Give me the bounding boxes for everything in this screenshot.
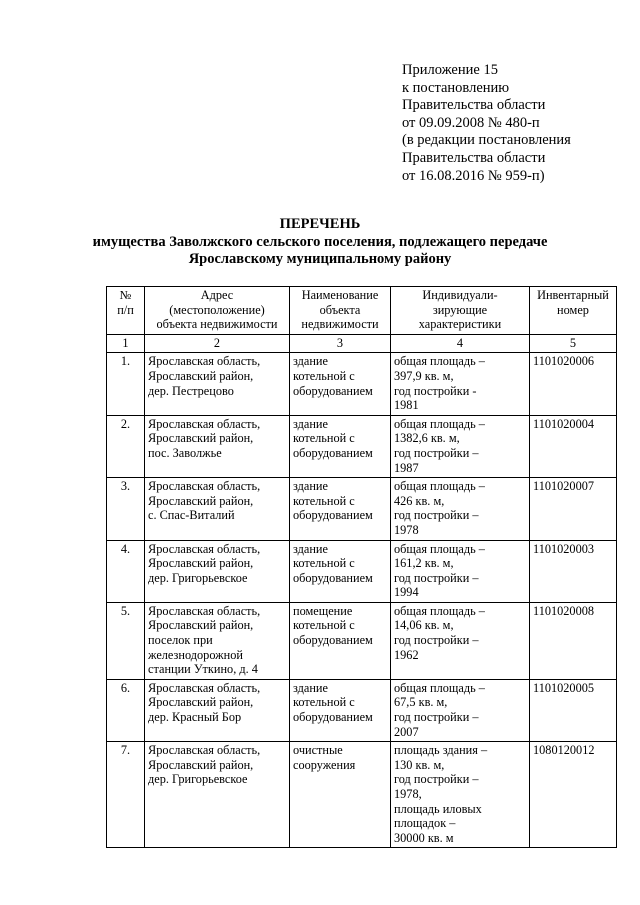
row-object-name: очистные сооружения xyxy=(290,742,391,848)
row-object-name: здание котельной с оборудованием xyxy=(290,540,391,602)
index-cell: 5 xyxy=(530,334,617,353)
table-row xyxy=(107,602,617,679)
header-characteristics: Индивидуали- зирующие характеристики xyxy=(391,287,530,335)
row-address: Ярославская область, Ярославский район, дер. Григорьевское xyxy=(145,742,290,848)
title-line-2: Ярославскому муниципальному району xyxy=(188,251,452,267)
row-characteristics: общая площадь – 1382,6 кв. м, год постройки – 1987 xyxy=(391,415,530,477)
row-inventory-number: 1101020007 xyxy=(530,478,617,540)
row-number: 5. xyxy=(107,602,145,679)
index-cell: 3 xyxy=(290,334,391,353)
appendix-line: Приложение 15 xyxy=(402,62,498,78)
table-row xyxy=(107,742,617,848)
row-characteristics: общая площадь – 161,2 кв. м, год постройки – 1994 xyxy=(391,540,530,602)
row-address: Ярославская область, Ярославский район, с. Спас-Виталий xyxy=(145,478,290,540)
row-object-name: здание котельной с оборудованием xyxy=(290,353,391,415)
header-address: Адрес (местоположение) объекта недвижимости xyxy=(145,287,290,335)
header-row xyxy=(107,287,617,335)
property-table xyxy=(106,286,617,848)
table-row xyxy=(107,478,617,540)
row-address: Ярославская область, Ярославский район, дер. Красный Бор xyxy=(145,679,290,741)
header-name: Наименование объекта недвижимости xyxy=(290,287,391,335)
row-number: 1. xyxy=(107,353,145,415)
row-number: 2. xyxy=(107,415,145,477)
row-number: 6. xyxy=(107,679,145,741)
appendix-line: от 16.08.2016 № 959-п) xyxy=(402,167,545,184)
appendix-line: от 09.09.2008 № 480-п xyxy=(402,114,540,131)
title-line-1: имущества Заволжского сельского поселения, подлежащего передаче xyxy=(92,233,548,250)
index-row xyxy=(107,334,617,353)
header-num: № п/п xyxy=(107,287,145,335)
index-cell: 2 xyxy=(145,334,290,353)
row-number: 3. xyxy=(107,478,145,540)
row-number: 7. xyxy=(107,742,145,848)
index-cell: 1 xyxy=(107,334,145,353)
row-inventory-number: 1101020008 xyxy=(530,602,617,679)
row-characteristics: общая площадь – 14,06 кв. м, год постройки – 1962 xyxy=(391,602,530,679)
appendix-line: Правительства области xyxy=(402,149,546,166)
appendix-line: Правительства области xyxy=(402,97,546,114)
row-inventory-number: 1101020003 xyxy=(530,540,617,602)
row-characteristics: общая площадь – 426 кв. м, год постройки – 1978 xyxy=(391,478,530,540)
row-inventory-number: 1080120012 xyxy=(530,742,617,848)
title-heading: ПЕРЕЧЕНЬ xyxy=(279,216,361,232)
row-address: Ярославская область, Ярославский район, дер. Пестрецово xyxy=(145,353,290,415)
row-inventory-number: 1101020004 xyxy=(530,415,617,477)
appendix-block xyxy=(402,62,571,185)
table-row xyxy=(107,540,617,602)
row-address: Ярославская область, Ярославский район, пос. Заволжье xyxy=(145,415,290,477)
appendix-line: к постановлению xyxy=(402,79,510,96)
table-row xyxy=(107,679,617,741)
header-inventory: Инвентарный номер xyxy=(530,287,617,335)
row-address: Ярославская область, Ярославский район, поселок при железнодорожной станции Уткино, д. 4 xyxy=(145,602,290,679)
row-object-name: помещение котельной с оборудованием xyxy=(290,602,391,679)
document-title xyxy=(0,216,640,269)
row-address: Ярославская область, Ярославский район, дер. Григорьевское xyxy=(145,540,290,602)
row-number: 4. xyxy=(107,540,145,602)
row-characteristics: площадь здания – 130 кв. м, год постройки – 1978, площадь иловых площадок – 30000 кв. м xyxy=(391,742,530,848)
row-characteristics: общая площадь – 67,5 кв. м, год постройки – 2007 xyxy=(391,679,530,741)
row-inventory-number: 1101020006 xyxy=(530,353,617,415)
row-inventory-number: 1101020005 xyxy=(530,679,617,741)
row-object-name: здание котельной с оборудованием xyxy=(290,478,391,540)
row-object-name: здание котельной с оборудованием xyxy=(290,679,391,741)
row-characteristics: общая площадь – 397,9 кв. м, год постройки - 1981 xyxy=(391,353,530,415)
table-row xyxy=(107,353,617,415)
index-cell: 4 xyxy=(391,334,530,353)
row-object-name: здание котельной с оборудованием xyxy=(290,415,391,477)
table-row xyxy=(107,415,617,477)
appendix-line: (в редакции постановления xyxy=(402,132,571,149)
